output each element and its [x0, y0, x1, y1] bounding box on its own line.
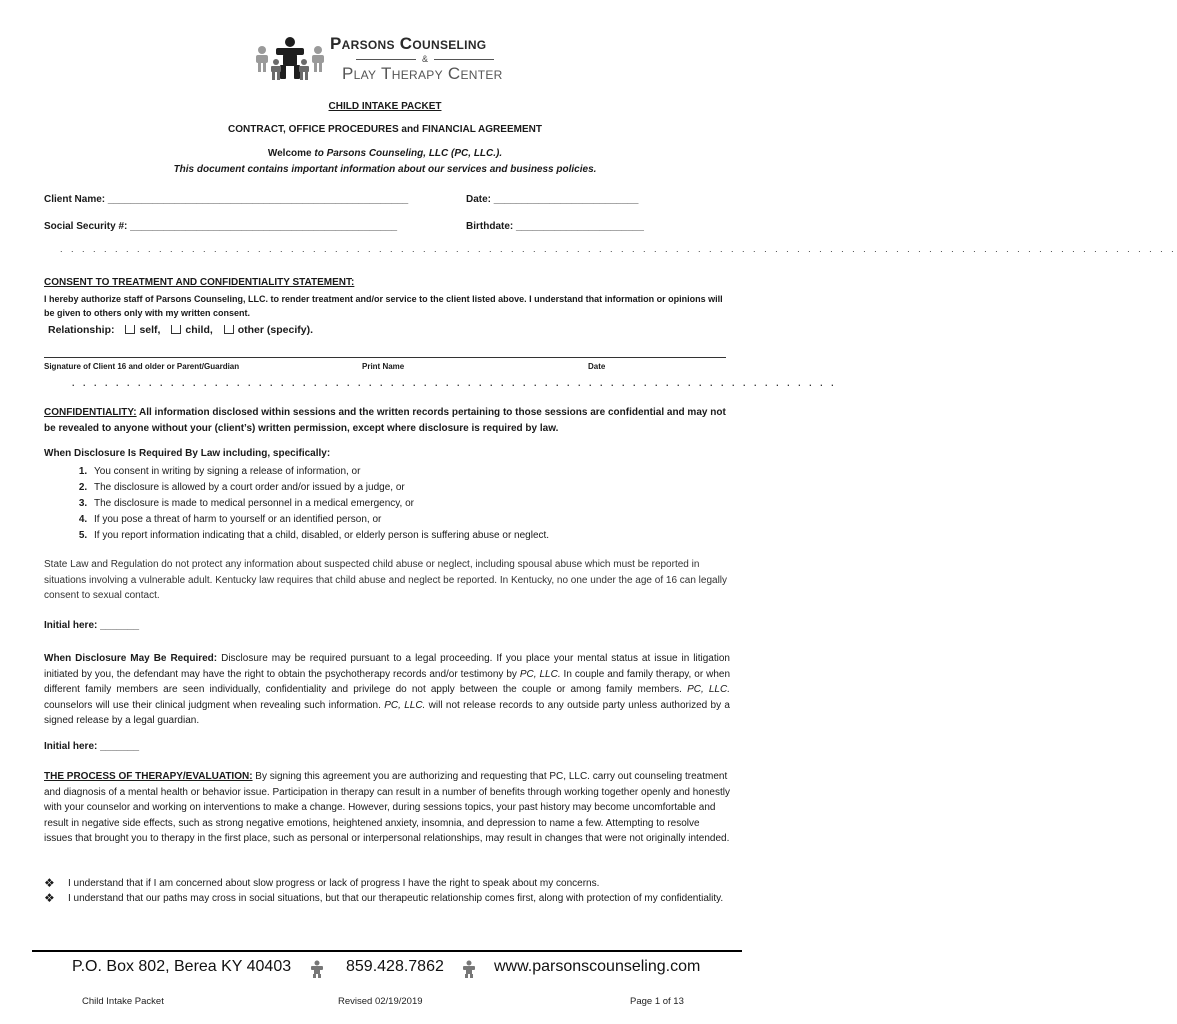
confidentiality-text: All information disclosed within sessions and the written records pertaining to those sessions are confidential and may not be revealed to anyone without your (client’s) written permission, except where disclosure is required by law.	[44, 407, 726, 434]
signature-line[interactable]	[44, 357, 726, 358]
family-figures-icon	[252, 36, 330, 82]
process-text: By signing this agreement you are authorizing and requesting that PC, LLC. carry out counseling treatment and diagnosis of a mental health or behavior issue. Participation in therapy can result in a number of benefits through working together openly and honestly with your counselor and working on interventions to make a change. However, during sessions topics, your past history may become uncomfortable and result in negative side effects, such as strong negative emotions, heightened anxiety, insomnia, and depression to name a few. Attempting to resolve issues that brought you to therapy in the first place, such as personal or interpersonal relationships, may result in changes that were not originally intended.	[44, 771, 730, 844]
self-option: self,	[139, 324, 161, 336]
other-option: other (specify).	[237, 324, 313, 336]
bullet-text: I understand that our paths may cross in social situations, but that our therapeutic relationship comes first, along with protection of my confidentiality.	[68, 893, 724, 904]
consent-text: I hereby authorize staff of Parsons Counseling, LLC. to render treatment and/or service to the client listed above. I understand that information or opinions will be given to others only with my written consent.	[44, 294, 723, 318]
may-be-required-text: In couple and family therapy, or when different family members are seen individually, confidentiality and privilege do not apply between the couple or among family members.	[44, 668, 731, 695]
birthdate-field[interactable]: Birthdate: _______________________	[466, 221, 644, 232]
bullet-item	[44, 876, 730, 891]
footer-doc-name: Child Intake Packet	[82, 996, 164, 1007]
confidentiality-heading: CONFIDENTIALITY:	[44, 407, 137, 418]
family-figure-icon	[460, 960, 478, 978]
diamond-bullet-icon: ❖	[44, 891, 55, 905]
signature-label: Signature of Client 16 and older or Parent/Guardian	[44, 362, 240, 371]
pc-llc-ref: PC, LLC.	[384, 699, 426, 711]
welcome-prefix: Welcome	[267, 148, 315, 159]
initial-field-1[interactable]: Initial here: _______	[44, 620, 140, 631]
packet-title: CHILD INTAKE PACKET	[328, 101, 442, 112]
footer-contact-bar	[0, 956, 770, 982]
client-name-field[interactable]: Client Name: ______________________________________________________	[44, 194, 409, 205]
may-be-required-text: will not release records to any outside party unless authorized by a signed release by a legal guardian.	[44, 699, 730, 726]
logo-ampersand: &	[340, 54, 510, 64]
dotted-separator-2: . . . . . . . . . . . . . . . . . . . . . . . . . . . . . . . . . . . . . . . . . . . . . . . . . . . . . . . . . . . . . . . . . . . . . .	[72, 378, 837, 388]
list-item: 3. The disclosure is made to medical personnel in a medical emergency, or	[90, 496, 730, 512]
agreement-title: CONTRACT, OFFICE PROCEDURES and FINANCIAL AGREEMENT	[228, 124, 542, 135]
dotted-separator: . . . . . . . . . . . . . . . . . . . . . . . . . . . . . . . . . . . . . . . . . . . . . . . . . . . . . . . . . . . . . . . . . . . . . . . . . . . . . . . . . . . . . . . . . . . . . . . . . . . . . .	[60, 244, 1177, 254]
footer-phone: 859.428.7862	[346, 958, 444, 975]
date-field[interactable]: Date: __________________________	[466, 194, 639, 205]
may-be-required-text: Disclosure may be required pursuant to a legal proceeding. If you place your mental status at issue in litigation initiated by you, the defendant may have the right to obtain the psychotherapy records and/or testimony by	[44, 653, 730, 680]
child-option: child,	[185, 324, 213, 336]
initial-field-2[interactable]: Initial here: _______	[44, 741, 140, 752]
footer-revised: Revised 02/19/2019	[338, 996, 423, 1007]
footer-website[interactable]: www.parsonscounseling.com	[494, 958, 701, 975]
footer-divider	[32, 950, 742, 952]
bullet-item	[44, 891, 730, 906]
welcome-line	[0, 148, 770, 159]
process-heading: THE PROCESS OF THERAPY/EVALUATION:	[44, 771, 253, 782]
diamond-bullet-icon: ❖	[44, 876, 55, 890]
bullet-text: I understand that if I am concerned about slow progress or lack of progress I have the right to speak about my concerns.	[68, 878, 600, 889]
self-checkbox[interactable]	[125, 325, 135, 334]
pc-llc-ref: PC, LLC.	[519, 668, 561, 680]
welcome-name: to Parsons Counseling, LLC (PC, LLC.).	[314, 148, 503, 159]
logo-subtitle: Play Therapy Center	[342, 64, 503, 83]
state-law-paragraph: State Law and Regulation do not protect any information about suspected child abuse or neglect, including spousal abuse which must be reported in situations involving a vulnerable adult. Kentucky law requires that child abuse and neglect be reported. In Kentucky, no one under the age of 16 can legally consent to sexual contact.	[44, 559, 728, 601]
child-checkbox[interactable]	[171, 325, 181, 334]
may-be-required-text: counselors will use their clinical judgment when revealing such information.	[44, 699, 385, 711]
may-be-required-heading: When Disclosure May Be Required:	[44, 653, 218, 664]
print-name-label: Print Name	[362, 362, 405, 371]
may-be-required-paragraph	[44, 651, 730, 729]
sig-date-label: Date	[588, 362, 606, 371]
list-item: 5. If you report information indicating that a child, disabled, or elderly person is suffering abuse or neglect.	[90, 528, 730, 544]
footer-address: P.O. Box 802, Berea KY 40403	[72, 958, 292, 975]
process-paragraph	[44, 769, 730, 847]
pc-llc-ref: PC, LLC.	[687, 684, 730, 695]
required-law-list	[44, 464, 730, 544]
list-item: 1. You consent in writing by signing a release of information, or	[90, 464, 730, 480]
list-item: 2. The disclosure is allowed by a court order and/or issued by a judge, or	[90, 480, 730, 496]
other-checkbox[interactable]	[224, 325, 234, 334]
consent-heading: CONSENT TO TREATMENT AND CONFIDENTIALITY STATEMENT:	[44, 277, 355, 288]
logo-title: Parsons Counseling	[330, 34, 487, 53]
list-item: 4. If you pose a threat of harm to yourself or an identified person, or	[90, 512, 730, 528]
footer-page-number: Page 1 of 13	[630, 996, 684, 1007]
relationship-label: Relationship:	[48, 324, 115, 336]
family-figure-icon	[308, 960, 326, 978]
ssn-field[interactable]: Social Security #: ________________________________________________	[44, 221, 398, 232]
relationship-row	[48, 324, 313, 336]
confidentiality-paragraph	[44, 405, 730, 436]
required-law-heading: When Disclosure Is Required By Law including, specifically:	[44, 448, 331, 459]
intro-text: This document contains important information about our services and business policies.	[173, 164, 597, 175]
